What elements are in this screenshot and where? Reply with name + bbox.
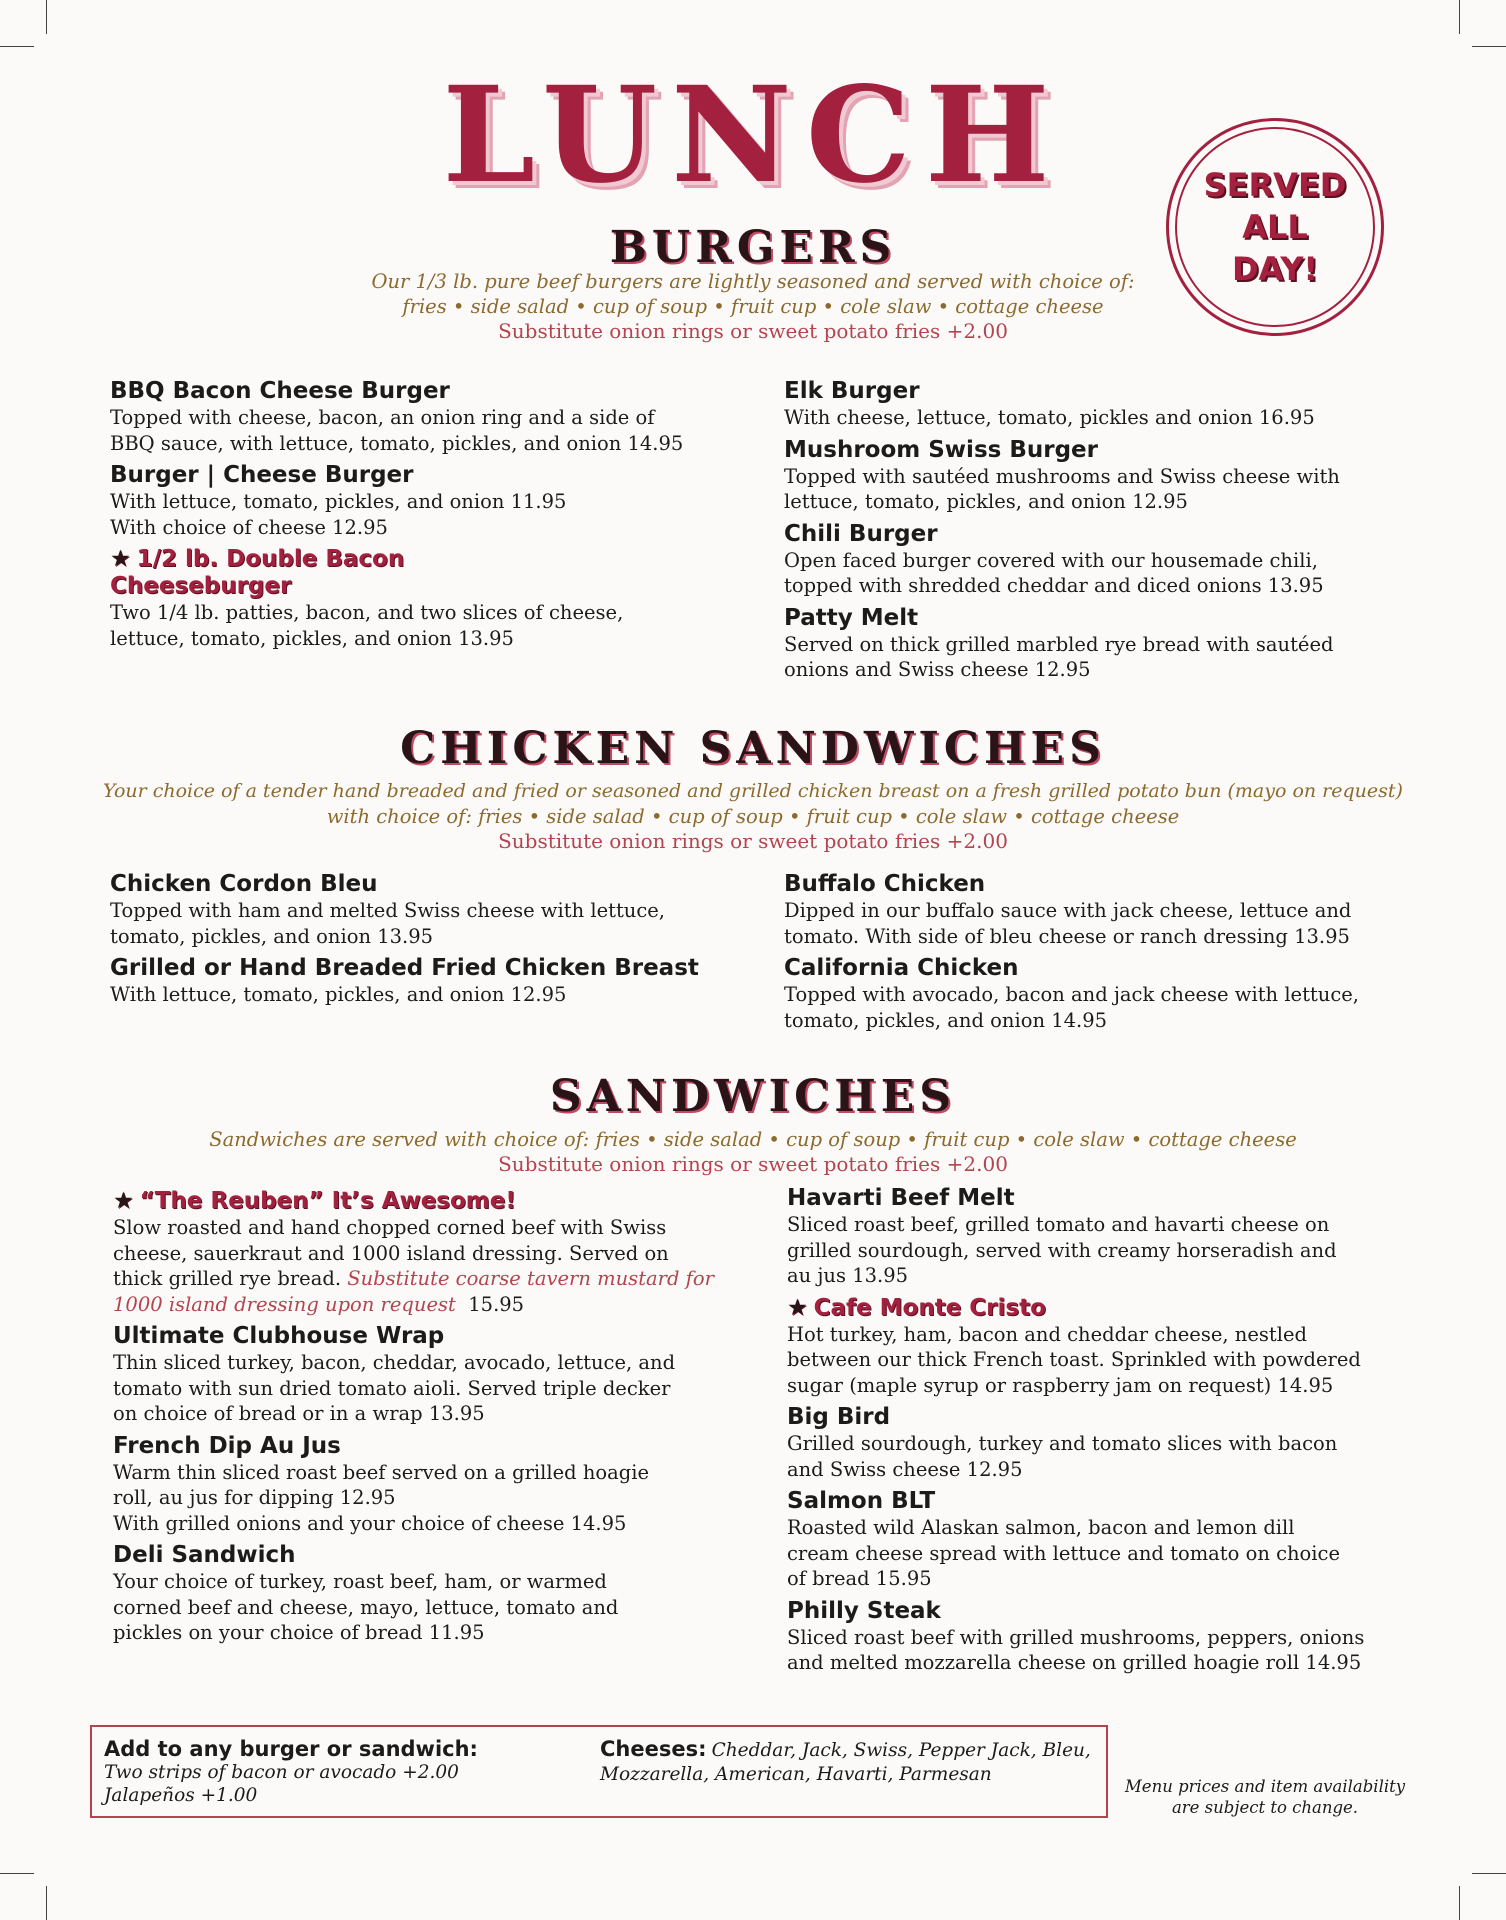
- item-name: Mushroom Swiss Burger: [784, 436, 1098, 463]
- item-name: [113, 1188, 753, 1215]
- item-desc: With grilled onions and your choice of cheese 14.95: [113, 1511, 627, 1535]
- menu-item: [784, 871, 1424, 949]
- item-name: Buffalo Chicken: [784, 871, 986, 897]
- item-name-text: “The Reuben” It’s Awesome!: [139, 1188, 516, 1214]
- item-desc: of bread 15.95: [787, 1567, 932, 1590]
- item-desc: With lettuce, tomato, pickles, and onion 12.95: [110, 983, 567, 1006]
- page-title: LUNCH: [442, 58, 1064, 213]
- item-name: Deli Sandwich: [113, 1542, 296, 1568]
- crop-mark: [46, 1886, 47, 1920]
- menu-item: [110, 462, 750, 540]
- item-desc: onions and Swiss cheese 12.95: [784, 658, 1091, 681]
- item-desc: Roasted wild Alaskan salmon, bacon and lemon dill: [787, 1516, 1295, 1539]
- item-name-text: Cafe Monte Cristo: [813, 1294, 1046, 1321]
- sandwiches-intro: Sandwiches are served with choice of: fries • side salad • cup of soup • fruit cup • cole slaw • cottage cheese: [209, 1128, 1297, 1151]
- item-name: Patty Melt: [784, 604, 919, 631]
- menu-item: [113, 1433, 753, 1537]
- item-name: Elk Burger: [784, 378, 920, 404]
- cheeses-group: [600, 1737, 1100, 1786]
- chicken-left-column: [110, 871, 750, 1014]
- item-name: Philly Steak: [787, 1597, 941, 1624]
- item-desc: tomato, pickles, and onion 14.95: [784, 1008, 1108, 1032]
- item-desc: [113, 1292, 753, 1318]
- menu-item: [787, 1185, 1437, 1289]
- burgers-intro: Our 1/3 lb. pure beef burgers are lightly seasoned and served with choice of:: [371, 270, 1135, 293]
- cheeses-list: Cheddar, Jack, Swiss, Pepper Jack, Bleu,: [711, 1740, 1091, 1761]
- sandwiches-left-column: [113, 1188, 753, 1652]
- item-desc: Served on thick grilled marbled rye bread with sautéed: [784, 632, 1334, 656]
- item-name: California Chicken: [784, 955, 1019, 981]
- item-desc: Warm thin sliced roast beef served on a grilled hoagie: [113, 1460, 650, 1484]
- menu-item-featured: [110, 546, 750, 651]
- item-name: Big Bird: [787, 1404, 891, 1430]
- sandwiches-right-column: [787, 1185, 1437, 1682]
- item-desc: roll, au jus for dipping 12.95: [113, 1486, 396, 1509]
- crop-mark: [1472, 46, 1506, 47]
- item-desc: [113, 1266, 753, 1292]
- crop-mark: [0, 1873, 34, 1874]
- item-desc: on choice of bread or in a wrap 13.95: [113, 1402, 485, 1425]
- item-desc: With choice of cheese 12.95: [110, 515, 388, 539]
- item-name: [110, 546, 470, 600]
- menu-item: [787, 1488, 1437, 1592]
- item-desc: Two 1/4 lb. patties, bacon, and two slices of cheese,: [110, 601, 624, 624]
- item-desc: Sliced roast beef, grilled tomato and havarti cheese on: [787, 1213, 1330, 1236]
- cheeses-list: Mozzarella, American, Havarti, Parmesan: [600, 1764, 992, 1785]
- badge-line: SERVED: [1203, 166, 1347, 204]
- item-desc: cheese, sauerkraut and 1000 island dressing. Served on: [113, 1241, 669, 1265]
- menu-item: [784, 437, 1424, 515]
- menu-item: [113, 1323, 753, 1427]
- chicken-right-column: [784, 871, 1424, 1039]
- menu-item: [787, 1404, 1437, 1482]
- burgers-left-column: [110, 378, 750, 657]
- item-desc: pickles on your choice of bread 11.95: [113, 1621, 485, 1644]
- menu-item-featured: [787, 1295, 1437, 1399]
- star-icon: ★: [113, 1188, 134, 1214]
- item-name: Burger | Cheese Burger: [110, 462, 414, 488]
- item-desc: Topped with avocado, bacon and jack cheese with lettuce,: [784, 983, 1359, 1006]
- crop-mark: [1472, 1873, 1506, 1874]
- item-desc: cream cheese spread with lettuce and tomato on choice: [787, 1541, 1340, 1565]
- item-desc: With cheese, lettuce, tomato, pickles and onion 16.95: [784, 406, 1315, 429]
- item-desc: Open faced burger covered with our housemade chili,: [784, 548, 1318, 572]
- star-icon: ★: [787, 1294, 808, 1321]
- item-desc: topped with shredded cheddar and diced onions 13.95: [784, 574, 1324, 597]
- crop-mark: [1459, 1886, 1460, 1920]
- item-name: [787, 1295, 1437, 1322]
- addons-line: Two strips of bacon or avocado +2.00: [104, 1762, 459, 1783]
- item-desc: between our thick French toast. Sprinkled with powdered: [787, 1348, 1361, 1371]
- star-icon: ★: [110, 546, 131, 572]
- item-name: Grilled or Hand Breaded Fried Chicken Breast: [110, 955, 699, 981]
- cheeses-label: Cheeses:: [600, 1737, 707, 1761]
- item-name: Salmon BLT: [787, 1488, 936, 1514]
- menu-item: [787, 1598, 1437, 1676]
- item-name: Chicken Cordon Bleu: [110, 871, 378, 897]
- burgers-substitute-note: Substitute onion rings or sweet potato fries +2.00: [498, 319, 1008, 343]
- item-name: French Dip Au Jus: [113, 1432, 341, 1459]
- item-desc: au jus 13.95: [787, 1264, 909, 1287]
- item-desc: Topped with ham and melted Swiss cheese with lettuce,: [110, 899, 665, 922]
- sandwiches-substitute-note: Substitute onion rings or sweet potato fries +2.00: [498, 1152, 1008, 1176]
- menu-item: [110, 871, 750, 949]
- item-desc: grilled sourdough, served with creamy horseradish and: [787, 1238, 1337, 1262]
- item-desc: tomato, pickles, and onion 13.95: [110, 924, 434, 948]
- section-heading-chicken-sandwiches: CHICKEN SANDWICHES: [400, 723, 1106, 774]
- item-substitute-note: Substitute coarse tavern mustard for: [347, 1267, 714, 1290]
- item-price: 15.95: [468, 1292, 525, 1316]
- burgers-right-column: [784, 378, 1424, 689]
- item-desc: Topped with sautéed mushrooms and Swiss cheese with: [784, 464, 1340, 488]
- item-desc: BBQ sauce, with lettuce, tomato, pickles, and onion 14.95: [110, 431, 684, 455]
- price-disclaimer: [1100, 1776, 1430, 1818]
- menu-item-featured: [113, 1188, 753, 1317]
- disclaimer-line: are subject to change.: [1171, 1798, 1359, 1817]
- item-desc: tomato with sun dried tomato aioli. Served triple decker: [113, 1376, 671, 1400]
- item-desc: With lettuce, tomato, pickles, and onion 11.95: [110, 490, 567, 513]
- item-desc: corned beef and cheese, mayo, lettuce, tomato and: [113, 1595, 619, 1619]
- addons-line: Jalapeños +1.00: [104, 1785, 258, 1806]
- cheeses-line: [600, 1737, 1100, 1763]
- item-desc: Sliced roast beef with grilled mushrooms, peppers, onions: [787, 1625, 1365, 1649]
- item-desc: Grilled sourdough, turkey and tomato slices with bacon: [787, 1432, 1338, 1455]
- item-desc-text: thick grilled rye bread.: [113, 1267, 342, 1290]
- section-heading-burgers: BURGERS: [609, 222, 897, 273]
- item-name-text: 1/2 lb. Double Bacon Cheeseburger: [110, 546, 405, 599]
- addons-group: [104, 1737, 564, 1807]
- addons-label: Add to any burger or sandwich:: [104, 1737, 478, 1761]
- menu-item: [113, 1542, 753, 1646]
- item-desc: and Swiss cheese 12.95: [787, 1457, 1023, 1481]
- item-desc: tomato. With side of bleu cheese or ranch dressing 13.95: [784, 924, 1350, 948]
- badge-line: DAY!: [1231, 250, 1319, 288]
- section-heading-sandwiches: SANDWICHES: [549, 1071, 957, 1122]
- badge-line: ALL: [1242, 208, 1308, 246]
- disclaimer-line: Menu prices and item availability: [1124, 1777, 1406, 1796]
- item-substitute-note: 1000 island dressing upon request: [113, 1292, 456, 1316]
- item-desc: Hot turkey, ham, bacon and cheddar cheese, nestled: [787, 1322, 1307, 1346]
- crop-mark: [46, 0, 47, 34]
- chicken-intro: Your choice of a tender hand breaded and fried or seasoned and grilled chicken breast on a fresh grilled potato bun (mayo on request): [103, 780, 1403, 802]
- item-name: Chili Burger: [784, 520, 938, 547]
- item-desc: Topped with cheese, bacon, an onion ring and a side of: [110, 406, 655, 429]
- menu-item: [784, 605, 1424, 683]
- item-desc: Your choice of turkey, roast beef, ham, or warmed: [113, 1570, 607, 1593]
- menu-item: [110, 955, 750, 1008]
- chicken-intro: with choice of: fries • side salad • cup of soup • fruit cup • cole slaw • cottage cheese: [326, 805, 1180, 828]
- item-name: Havarti Beef Melt: [787, 1185, 1015, 1211]
- item-desc: Dipped in our buffalo sauce with jack cheese, lettuce and: [784, 899, 1352, 922]
- chicken-substitute-note: Substitute onion rings or sweet potato fries +2.00: [498, 829, 1008, 853]
- addons-box: [90, 1725, 1108, 1818]
- crop-mark: [0, 46, 34, 47]
- menu-item: [110, 378, 750, 456]
- item-desc: and melted mozzarella cheese on grilled hoagie roll 14.95: [787, 1651, 1362, 1674]
- item-name: Ultimate Clubhouse Wrap: [113, 1323, 445, 1349]
- item-desc: Slow roasted and hand chopped corned beef with Swiss: [113, 1216, 667, 1239]
- menu-item: [784, 521, 1424, 599]
- menu-item: [784, 955, 1424, 1033]
- menu-item: [784, 378, 1424, 431]
- crop-mark: [1459, 0, 1460, 34]
- burgers-intro: fries • side salad • cup of soup • fruit cup • cole slaw • cottage cheese: [402, 295, 1104, 318]
- item-desc: lettuce, tomato, pickles, and onion 13.95: [110, 626, 514, 650]
- item-name: BBQ Bacon Cheese Burger: [110, 378, 450, 404]
- item-desc: lettuce, tomato, pickles, and onion 12.95: [784, 490, 1188, 513]
- item-desc: Thin sliced turkey, bacon, cheddar, avocado, lettuce, and: [113, 1351, 676, 1374]
- item-desc: sugar (maple syrup or raspberry jam on request) 14.95: [787, 1373, 1334, 1397]
